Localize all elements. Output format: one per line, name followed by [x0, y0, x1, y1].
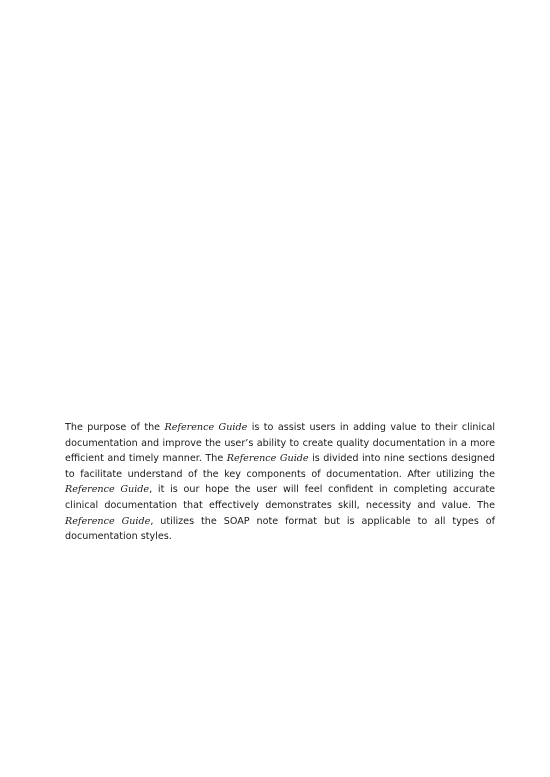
reference-guide-title: Reference Guide [65, 515, 151, 527]
paragraph-text: is to assist users in adding value to their clinical documentation and improve the user’s ability to create quality documentation in a more efficient and timely manner. The [65, 422, 495, 465]
paragraph-text: is divided into nine sections designed to facilitate understand of the key components of documentation. After utilizing the [65, 453, 495, 480]
reference-guide-title: Reference Guide [164, 422, 248, 433]
paragraph-text: , utilizes the SOAP note format but is applicable to all types of documentation styles. [65, 515, 496, 543]
reference-guide-title: Reference Guide [226, 453, 309, 465]
paragraph-text: , it is our hope the user will feel confident in completing accurate clinical documentation that effectively demonstrates skill, necessity and value. The [65, 484, 495, 511]
reference-guide-title: Reference Guide [65, 484, 150, 496]
purpose-paragraph [65, 420, 495, 545]
paragraph-text: The purpose of the [65, 422, 165, 433]
